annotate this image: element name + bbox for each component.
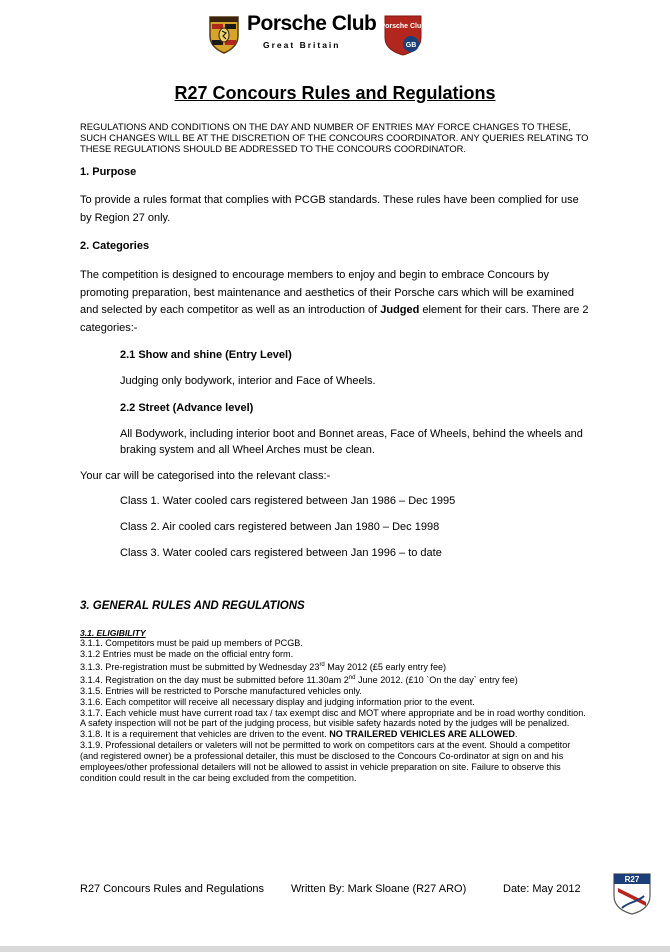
- r27-shield-icon: [612, 872, 652, 916]
- general-rules-heading: 3. GENERAL RULES AND REGULATIONS: [80, 600, 305, 612]
- document-title: R27 Concours Rules and Regulations: [174, 83, 496, 103]
- r27-logo-text: R27: [624, 875, 640, 884]
- footer-author: Written By: Mark Sloane (R27 ARO): [291, 883, 467, 895]
- intro-notice: REGULATIONS AND CONDITIONS ON THE DAY AND NUMBER OF ENTRIES MAY FORCE CHANGES TO THESE, SUCH CHANGES WILL BE AT THE DISCRETION OF THE CONCOURS COORDINATOR. ANY QUERIES RELATING TO THESE REGULATIONS SHOULD BE ADDRESSED TO THE CONCOURS COORDINATOR.: [80, 121, 589, 154]
- rule-item: 3.1.6. Each competitor will receive all necessary display and judging information prior to the event.: [80, 696, 475, 707]
- rule-item: 3.1.1. Competitors must be paid up members of PCGB.: [80, 638, 303, 648]
- category-1-text: Judging only bodywork, interior and Face of Wheels.: [120, 375, 376, 387]
- rule-text: 3.1.4. Registration on the day must be submitted before 11.30am 2: [80, 674, 349, 685]
- category-2-heading: 2.2 Street (Advance level): [120, 402, 254, 414]
- rule-superscript: nd: [348, 674, 356, 681]
- rule-item: [80, 660, 590, 673]
- rule-bold-text: NO TRAILERED VEHICLES ARE ALLOWED: [329, 729, 515, 740]
- purpose-text: To provide a rules format that complies with PCGB standards. These rules have been complied for use by Region 27 only.: [80, 194, 579, 224]
- category-2-text: All Bodywork, including interior boot and Bonnet areas, Face of Wheels, behind the wheels and braking system and all Wheel Arches must be clean.: [120, 428, 583, 456]
- rule-text: June 2012. (£10 `On the day` entry fee): [355, 674, 518, 685]
- categories-text-bold: Judged: [380, 304, 420, 316]
- eligibility-rules-list: [80, 638, 590, 784]
- purpose-heading: 1. Purpose: [80, 166, 137, 178]
- page-bottom-edge: [0, 946, 670, 952]
- rule-text: .: [514, 729, 518, 740]
- rule-item: 3.1.5. Entries will be restricted to Porsche manufactured vehicles only.: [80, 685, 362, 696]
- porsche-crest-icon: [207, 14, 241, 54]
- class-1: Class 1. Water cooled cars registered between Jan 1986 – Dec 1995: [120, 495, 456, 507]
- footer-date: Date: May 2012: [503, 883, 581, 895]
- porsche-club-gb-badge-icon: [380, 14, 426, 56]
- category-1-heading: 2.1 Show and shine (Entry Level): [120, 349, 292, 361]
- class-3: Class 3. Water cooled cars registered between Jan 1996 – to date: [120, 547, 442, 559]
- rule-item: 3.1.7. Each vehicle must have current road tax / tax exempt disc and MOT where appropriate and be in road worthy condition. A safety inspection will not be part of the judging process, but visible safety hazards noted by the judges will be penalized.: [80, 707, 586, 729]
- categories-heading: 2. Categories: [80, 240, 150, 252]
- rule-item: 3.1.2 Entries must be made on the official entry form.: [80, 648, 294, 659]
- rule-text: 3.1.3. Pre-registration must be submitted by Wednesday 23: [80, 661, 320, 672]
- club-name: Porsche Club: [247, 12, 377, 35]
- class-intro: Your car will be categorised into the relevant class:-: [80, 470, 331, 482]
- rule-text: May 2012 (£5 early entry fee): [324, 661, 447, 672]
- rule-item: [80, 729, 590, 740]
- eligibility-heading: 3.1. ELIGIBILITY: [80, 628, 146, 638]
- rule-item: [80, 673, 590, 686]
- categories-text-post: element for their cars. There are 2 categories:-: [80, 304, 589, 334]
- gb-logo-text: Porsche Club: [380, 23, 426, 30]
- rule-item: 3.1.9. Professional detailers or valeters will not be permitted to work on competitors cars at the event. Should a competitor (and registered owner) be a professional detailer, this must be disclosed to the Concours Co-ordinator at sign on and his employees/other professional detailers will not be allowed to assist in vehicle preparation on site. Failure to observe this condition could result in the car being excluded from the competition.: [80, 740, 571, 783]
- club-subtitle: Great Britain: [263, 40, 341, 50]
- rule-superscript: rd: [319, 661, 325, 668]
- class-2: Class 2. Air cooled cars registered between Jan 1980 – Dec 1998: [120, 521, 440, 533]
- categories-text: [80, 267, 590, 337]
- gb-badge-text: GB: [405, 42, 417, 49]
- categories-text-pre: The competition is designed to encourage members to enjoy and begin to embrace Concours by promoting preparation, best maintenance and aesthetics of their Porsche cars which will be examined and selected by each competitor as well as an introduction of: [80, 269, 575, 316]
- rule-text: 3.1.8. It is a requirement that vehicles are driven to the event.: [80, 729, 330, 740]
- footer-doc-title: R27 Concours Rules and Regulations: [80, 883, 265, 895]
- club-header: [205, 10, 425, 56]
